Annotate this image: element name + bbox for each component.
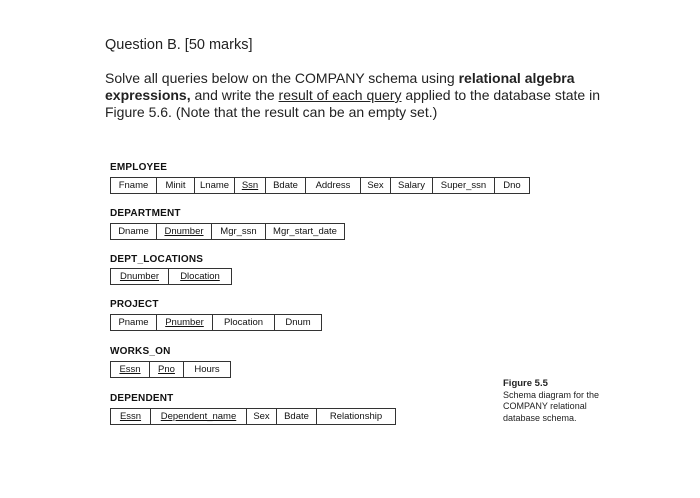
question-title: Question B. [50 marks] <box>105 37 253 53</box>
relation-table-works-on <box>110 361 231 378</box>
attr-cell-key: Essn <box>111 362 150 377</box>
relation-table-dependent <box>110 408 396 425</box>
attr-cell: Dname <box>111 224 157 239</box>
attr-cell: Sex <box>361 178 391 193</box>
attr-cell: Mgr_start_date <box>273 226 337 237</box>
attr-cell: Mgr_ssn <box>212 224 266 239</box>
relation-name-department: DEPARTMENT <box>110 208 181 219</box>
attr-cell: Lname <box>195 178 235 193</box>
attr-cell: Pname <box>111 315 157 330</box>
instructions-text-2: below <box>211 70 249 86</box>
relation-name-works-on: WORKS_ON <box>110 346 171 357</box>
question-instructions <box>105 70 625 121</box>
instructions-bold-relational-algebra: relational algebra expressions, <box>105 70 575 103</box>
relation-name-dependent: DEPENDENT <box>110 393 174 404</box>
attr-cell-key: Pnumber <box>157 315 213 330</box>
figure-caption <box>503 378 618 424</box>
attr-cell-key: Ssn <box>235 178 266 193</box>
attr-cell: Dnum <box>285 317 311 328</box>
relation-table-project <box>110 314 322 331</box>
relation-table-department <box>110 223 345 240</box>
relation-name-employee: EMPLOYEE <box>110 162 168 173</box>
attr-cell: Dno <box>503 180 521 191</box>
instructions-text-1: Solve all queries <box>105 70 212 86</box>
relation-name-dept-locations: DEPT_LOCATIONS <box>110 254 204 265</box>
instructions-text-3: on the COMPANY schema using <box>248 70 459 86</box>
attr-cell: Bdate <box>266 178 306 193</box>
attr-cell-key: Pno <box>150 362 184 377</box>
attr-cell: Hours <box>194 364 220 375</box>
attr-cell: Minit <box>157 178 195 193</box>
relation-table-employee <box>110 177 530 194</box>
instructions-underline-result: result of each query <box>278 87 402 103</box>
attr-cell: Super_ssn <box>433 178 495 193</box>
attr-cell: Relationship <box>329 411 383 422</box>
figure-label: Figure 5.5 <box>503 378 548 389</box>
attr-cell-key: Dependent_name <box>151 409 247 424</box>
attr-cell: Fname <box>111 178 157 193</box>
attr-cell: Sex <box>247 409 277 424</box>
instructions-text-5: applied to the database state in Figure 5.6. (Note that the result can be an empty set.) <box>105 87 600 120</box>
attr-cell: Bdate <box>277 409 317 424</box>
attr-cell: Salary <box>391 178 433 193</box>
attr-cell-key: Dlocation <box>180 271 220 282</box>
attr-cell-key: Dnumber <box>157 224 212 239</box>
attr-cell-key: Dnumber <box>111 269 169 284</box>
attr-cell-key: Essn <box>111 409 151 424</box>
figure-caption-text: Schema diagram for the COMPANY relational database schema. <box>503 389 600 423</box>
relation-name-project: PROJECT <box>110 299 159 310</box>
attr-cell: Address <box>306 178 361 193</box>
attr-cell: Plocation <box>213 315 275 330</box>
relation-table-dept-locations <box>110 268 232 285</box>
instructions-text-4: and write the <box>190 87 279 103</box>
